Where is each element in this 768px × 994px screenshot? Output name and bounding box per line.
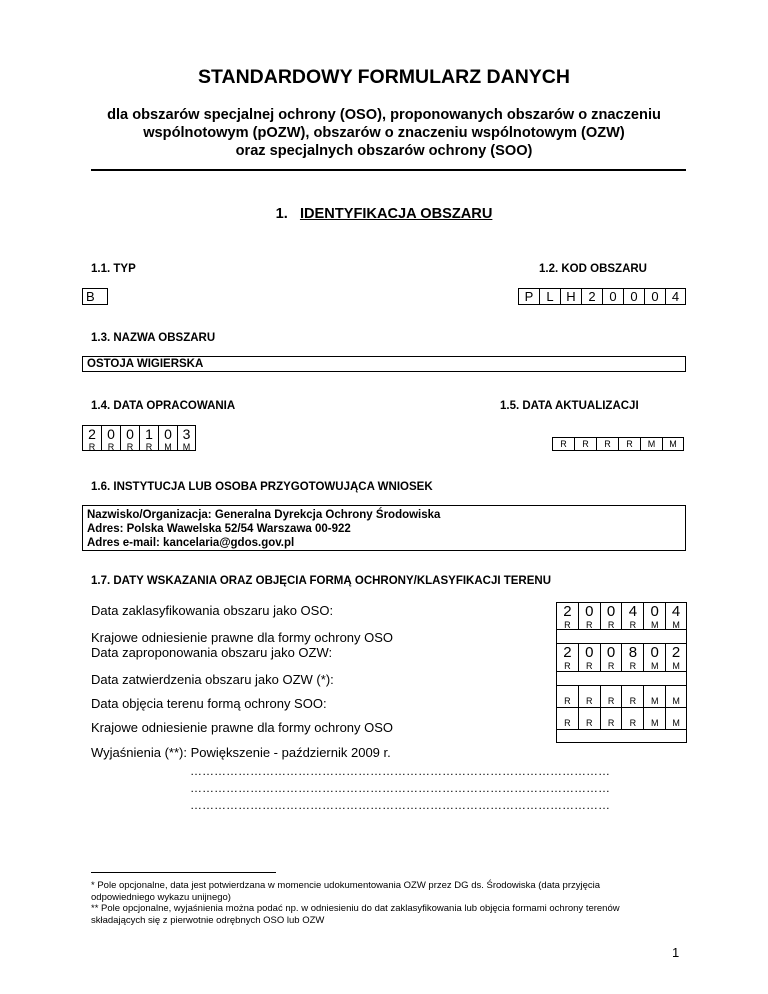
date-digit: 2: [671, 644, 681, 661]
explanation-text: Wyjaśnienia (**): Powiększenie - październik 2009 r.: [91, 745, 391, 760]
kod-char: 2: [581, 288, 602, 305]
date-legend: M: [182, 442, 191, 452]
nazwa-field[interactable]: OSTOJA WIGIERSKA: [82, 356, 686, 372]
footnote-line: * Pole opcjonalne, data jest potwierdzana w momencie udokumentowania OZW przez DG ds. Środowiska (data przyjęcia: [91, 880, 601, 891]
date-cell: [665, 602, 687, 630]
date-digit: 0: [650, 644, 659, 661]
date-legend: R: [585, 718, 593, 728]
date-cell: [643, 686, 665, 708]
date-cell: [552, 437, 574, 451]
kod-char: 0: [602, 288, 623, 305]
date-cell: [643, 602, 665, 630]
section-title: IDENTYFIKACJA OBSZARU: [299, 206, 493, 222]
typ-label: 1.1. TYP: [91, 263, 136, 275]
date-cell: [621, 708, 643, 730]
date-cell: [665, 644, 687, 672]
title-divider: [91, 169, 686, 171]
kod-char: 0: [623, 288, 644, 305]
date-legend: R: [607, 696, 615, 706]
daty-grid: [556, 602, 687, 743]
kod-char: 0: [644, 288, 665, 305]
date-digit: 4: [628, 603, 638, 620]
soo-date-field[interactable]: [556, 708, 687, 730]
date-legend: R: [564, 620, 571, 630]
date-cell: [618, 437, 640, 451]
section-number: 1.: [275, 206, 288, 222]
date-cell: [574, 437, 596, 451]
date-cell: [82, 425, 101, 451]
date-legend: R: [604, 439, 611, 449]
oso-legal-ref-label: Krajowe odniesienie prawne dla formy ochrony OSO: [91, 630, 394, 645]
date-legend: R: [107, 442, 115, 452]
dotted-line: ……………………………………………………………………………………………: [190, 798, 610, 812]
date-cell: [556, 644, 578, 672]
date-digit: 0: [107, 426, 115, 442]
oso-legal-ref-field[interactable]: [556, 630, 687, 644]
instytucja-name: Nazwisko/Organizacja: Generalna Dyrekcja Ochrony Środowiska: [87, 509, 441, 521]
date-legend: M: [672, 620, 680, 630]
dotted-line: ……………………………………………………………………………………………: [190, 764, 610, 778]
date-legend: R: [607, 718, 615, 728]
date-cell: [578, 644, 600, 672]
oso-date-label: Data zaklasyfikowania obszaru jako OSO:: [91, 603, 334, 618]
soo-date-label: Data objęcia terenu formą ochrony SOO:: [91, 696, 327, 711]
data-aktualizacji-label: 1.5. DATA AKTUALIZACJI: [500, 400, 639, 412]
document-title: STANDARDOWY FORMULARZ DANYCH: [198, 66, 570, 88]
date-digit: 0: [650, 603, 659, 620]
date-legend: R: [585, 620, 593, 630]
section-heading: [0, 206, 768, 222]
date-legend: M: [647, 439, 656, 449]
date-digit: 0: [164, 426, 172, 442]
date-legend: M: [669, 439, 677, 449]
date-cell: [600, 602, 622, 630]
subtitle-line: oraz specjalnych obszarów ochrony (SOO): [235, 143, 533, 159]
date-legend: R: [629, 620, 637, 630]
date-legend: M: [650, 696, 659, 706]
date-cell: [621, 602, 643, 630]
date-digit: 0: [606, 644, 616, 661]
date-cell: [578, 602, 600, 630]
footnote-divider: [91, 872, 276, 873]
date-legend: R: [629, 661, 637, 671]
kod-char: L: [539, 288, 560, 305]
kod-char: H: [560, 288, 581, 305]
kod-field[interactable]: [518, 288, 686, 305]
instytucja-email: Adres e-mail: kancelaria@gdos.gov.pl: [87, 537, 295, 549]
date-cell: [621, 686, 643, 708]
date-digit: 8: [628, 644, 638, 661]
ozw-date-field[interactable]: [556, 686, 687, 708]
ozw-spacer: [556, 672, 687, 686]
date-digit: 2: [88, 426, 96, 442]
date-legend: M: [672, 661, 680, 671]
date-legend: M: [164, 442, 172, 452]
date-digit: 0: [585, 644, 594, 661]
date-cell: [556, 602, 578, 630]
date-legend: R: [88, 442, 96, 452]
pozw-date-label: Data zaproponowania obszaru jako OZW:: [91, 645, 333, 660]
date-digit: 4: [671, 603, 681, 620]
date-legend: R: [585, 696, 593, 706]
date-cell: [177, 425, 196, 451]
date-cell: [120, 425, 139, 451]
date-legend: M: [672, 696, 680, 706]
date-legend: M: [672, 718, 680, 728]
date-cell: [578, 708, 600, 730]
date-legend: R: [629, 718, 637, 728]
date-legend: R: [560, 439, 567, 449]
date-legend: R: [626, 439, 633, 449]
instytucja-address: Adres: Polska Wawelska 52/54 Warszawa 00-922: [87, 523, 351, 535]
date-cell: [665, 686, 687, 708]
kod-label: 1.2. KOD OBSZARU: [539, 263, 647, 275]
date-digit: 2: [563, 644, 572, 661]
daty-label: 1.7. DATY WSKAZANIA ORAZ OBJĘCIA FORMĄ OCHRONY/KLASYFIKACJI TERENU: [91, 575, 552, 587]
footnote-line: ** Pole opcjonalne, wyjaśnienia można podać np. w odniesieniu do dat zaklasyfikowania lub objęcia formami ochrony terenów: [91, 903, 620, 914]
date-legend: R: [145, 442, 153, 452]
typ-field[interactable]: B: [82, 288, 108, 305]
data-opracowania-label: 1.4. DATA OPRACOWANIA: [91, 400, 236, 412]
date-cell: [556, 686, 578, 708]
date-legend: R: [607, 620, 615, 630]
date-digit: 0: [585, 603, 594, 620]
page-number: 1: [672, 945, 680, 960]
date-cell: [665, 708, 687, 730]
footnote-line: odpowiedniego wykazu unijnego): [91, 891, 231, 903]
ozw-date-label: Data zatwierdzenia obszaru jako OZW (*):: [91, 672, 334, 687]
date-legend: R: [582, 439, 589, 449]
date-legend: R: [564, 718, 571, 728]
date-cell: [600, 644, 622, 672]
data-opracowania-field[interactable]: [82, 425, 196, 451]
footnotes: [91, 880, 691, 926]
instytucja-field[interactable]: [82, 505, 686, 551]
date-cell: [596, 437, 618, 451]
date-legend: M: [650, 661, 659, 671]
date-cell: [643, 644, 665, 672]
date-cell: [556, 708, 578, 730]
soo-legal-ref-field[interactable]: [556, 730, 687, 743]
date-cell: [101, 425, 120, 451]
subtitle-line: wspólnotowym (pOZW), obszarów o znaczeniu wspólnotowym (OZW): [143, 125, 625, 141]
date-legend: M: [650, 620, 659, 630]
date-cell: [578, 686, 600, 708]
dotted-line: ……………………………………………………………………………………………: [190, 781, 610, 795]
subtitle-line: dla obszarów specjalnej ochrony (OSO), proponowanych obszarów o znaczeniu: [107, 107, 661, 123]
date-legend: R: [564, 661, 571, 671]
date-cell: [600, 708, 622, 730]
date-legend: R: [629, 696, 637, 706]
date-digit: 0: [126, 426, 134, 442]
date-cell: [139, 425, 158, 451]
date-legend: R: [126, 442, 134, 452]
date-cell: [643, 708, 665, 730]
data-aktualizacji-field[interactable]: [552, 437, 684, 451]
date-legend: R: [564, 696, 571, 706]
document-subtitle: [60, 106, 708, 160]
date-cell: [600, 686, 622, 708]
footnote-line: składających się z pierwotnie odrębnych OSO lub OZW: [91, 914, 325, 926]
soo-legal-ref-label: Krajowe odniesienie prawne dla formy ochrony OSO: [91, 720, 394, 735]
date-legend: R: [607, 661, 615, 671]
date-digit: 0: [606, 603, 616, 620]
date-cell: [662, 437, 684, 451]
instytucja-label: 1.6. INSTYTUCJA LUB OSOBA PRZYGOTOWUJĄCA WNIOSEK: [91, 481, 433, 493]
date-cell: [158, 425, 177, 451]
date-digit: 2: [563, 603, 572, 620]
date-cell: [621, 644, 643, 672]
oso-date-field[interactable]: [556, 602, 687, 630]
date-digit: 3: [182, 426, 191, 442]
date-cell: [640, 437, 662, 451]
nazwa-label: 1.3. NAZWA OBSZARU: [91, 332, 216, 344]
date-legend: M: [650, 718, 659, 728]
date-digit: 1: [145, 426, 153, 442]
kod-char: 4: [665, 288, 686, 305]
pozw-date-field[interactable]: [556, 644, 687, 672]
date-legend: R: [585, 661, 593, 671]
kod-char: P: [518, 288, 539, 305]
